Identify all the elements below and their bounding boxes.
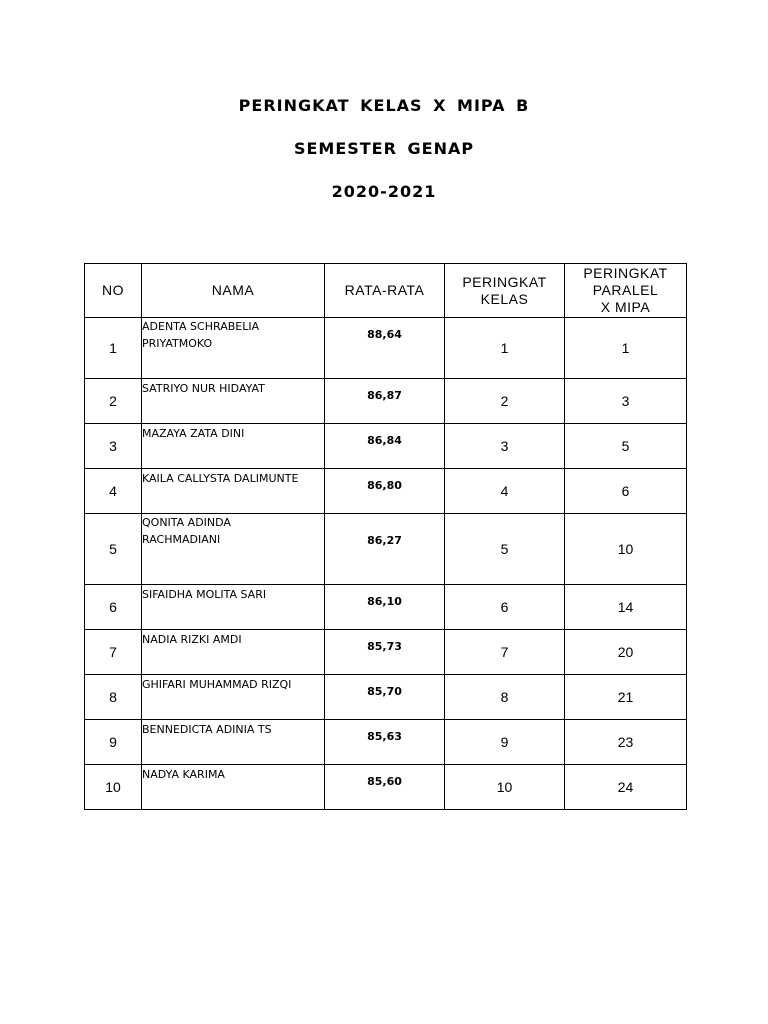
row-no: 1 [85, 318, 142, 379]
row-peringkat-paralel: 23 [565, 720, 687, 765]
row-nama-line: QONITA ADINDA [142, 516, 231, 529]
table-row [85, 469, 687, 514]
row-rata-rata: 86,10 [325, 585, 445, 630]
row-peringkat-kelas: 5 [445, 514, 565, 585]
row-peringkat-paralel: 6 [565, 469, 687, 514]
row-nama-line: MAZAYA ZATA DINI [142, 427, 245, 440]
header-peringkat-paralel [565, 264, 687, 318]
table-row [85, 424, 687, 469]
row-nama [142, 630, 325, 675]
table-row [85, 765, 687, 810]
row-nama [142, 379, 325, 424]
row-no: 7 [85, 630, 142, 675]
table-row [85, 720, 687, 765]
row-nama-line: RACHMADIANI [142, 533, 221, 546]
row-peringkat-paralel: 10 [565, 514, 687, 585]
row-peringkat-paralel: 5 [565, 424, 687, 469]
row-peringkat-kelas: 7 [445, 630, 565, 675]
document-title: PERINGKAT KELAS X MIPA B [238, 96, 530, 115]
row-no: 5 [85, 514, 142, 585]
row-rata-rata: 86,84 [325, 424, 445, 469]
row-no: 6 [85, 585, 142, 630]
header-rata-rata: RATA-RATA [325, 264, 445, 318]
row-peringkat-paralel: 1 [565, 318, 687, 379]
row-no: 4 [85, 469, 142, 514]
row-no: 9 [85, 720, 142, 765]
row-nama-line: ADENTA SCHRABELIA [142, 320, 260, 333]
row-rata-rata: 85,60 [325, 765, 445, 810]
row-nama [142, 469, 325, 514]
header-no: NO [85, 264, 142, 318]
header-peringkat-kelas-line: KELAS [480, 290, 529, 307]
row-nama-line: KAILA CALLYSTA DALIMUNTE [142, 472, 299, 485]
header-peringkat-kelas [445, 264, 565, 318]
table-row [85, 675, 687, 720]
row-rata-rata: 86,87 [325, 379, 445, 424]
row-peringkat-kelas: 6 [445, 585, 565, 630]
row-nama-line: NADIA RIZKI AMDI [142, 633, 242, 646]
header-peringkat-kelas-line: PERINGKAT [462, 273, 547, 290]
row-rata-rata: 88,64 [325, 318, 445, 379]
row-nama-line: NADYA KARIMA [142, 768, 225, 781]
row-peringkat-kelas: 8 [445, 675, 565, 720]
row-peringkat-paralel: 20 [565, 630, 687, 675]
header-nama: NAMA [142, 264, 325, 318]
row-rata-rata: 85,63 [325, 720, 445, 765]
table-row [85, 379, 687, 424]
row-nama [142, 765, 325, 810]
row-no: 3 [85, 424, 142, 469]
row-nama-line: PRIYATMOKO [142, 337, 213, 350]
row-rata-rata: 86,80 [325, 469, 445, 514]
header-peringkat-paralel-line: X MIPA [600, 299, 651, 315]
row-no: 2 [85, 379, 142, 424]
row-nama-line: SATRIYO NUR HIDAYAT [142, 382, 265, 395]
row-peringkat-paralel: 14 [565, 585, 687, 630]
row-nama-line: BENNEDICTA ADINIA TS [142, 723, 272, 736]
row-no: 10 [85, 765, 142, 810]
header-peringkat-paralel-line: PERINGKAT [583, 265, 668, 281]
row-nama [142, 424, 325, 469]
row-rata-rata: 86,27 [325, 514, 445, 585]
table-row [85, 630, 687, 675]
row-rata-rata: 85,70 [325, 675, 445, 720]
school-year-label: 2020-2021 [331, 182, 437, 201]
row-peringkat-kelas: 2 [445, 379, 565, 424]
table-row [85, 318, 687, 379]
row-nama [142, 318, 325, 379]
table-header-row [85, 264, 687, 318]
ranking-table [84, 263, 687, 810]
table-row [85, 514, 687, 585]
row-peringkat-paralel: 24 [565, 765, 687, 810]
row-peringkat-kelas: 3 [445, 424, 565, 469]
table-row [85, 585, 687, 630]
row-peringkat-kelas: 9 [445, 720, 565, 765]
row-peringkat-kelas: 1 [445, 318, 565, 379]
semester-label: SEMESTER GENAP [293, 139, 475, 158]
row-nama-line: GHIFARI MUHAMMAD RIZQI [142, 678, 292, 691]
header-peringkat-paralel-line: PARALEL [592, 282, 659, 298]
row-nama [142, 585, 325, 630]
row-peringkat-kelas: 4 [445, 469, 565, 514]
row-nama [142, 675, 325, 720]
row-rata-rata: 85,73 [325, 630, 445, 675]
row-nama [142, 720, 325, 765]
row-nama [142, 514, 325, 585]
row-no: 8 [85, 675, 142, 720]
row-nama-line: SIFAIDHA MOLITA SARI [142, 588, 267, 601]
row-peringkat-paralel: 3 [565, 379, 687, 424]
row-peringkat-paralel: 21 [565, 675, 687, 720]
row-peringkat-kelas: 10 [445, 765, 565, 810]
